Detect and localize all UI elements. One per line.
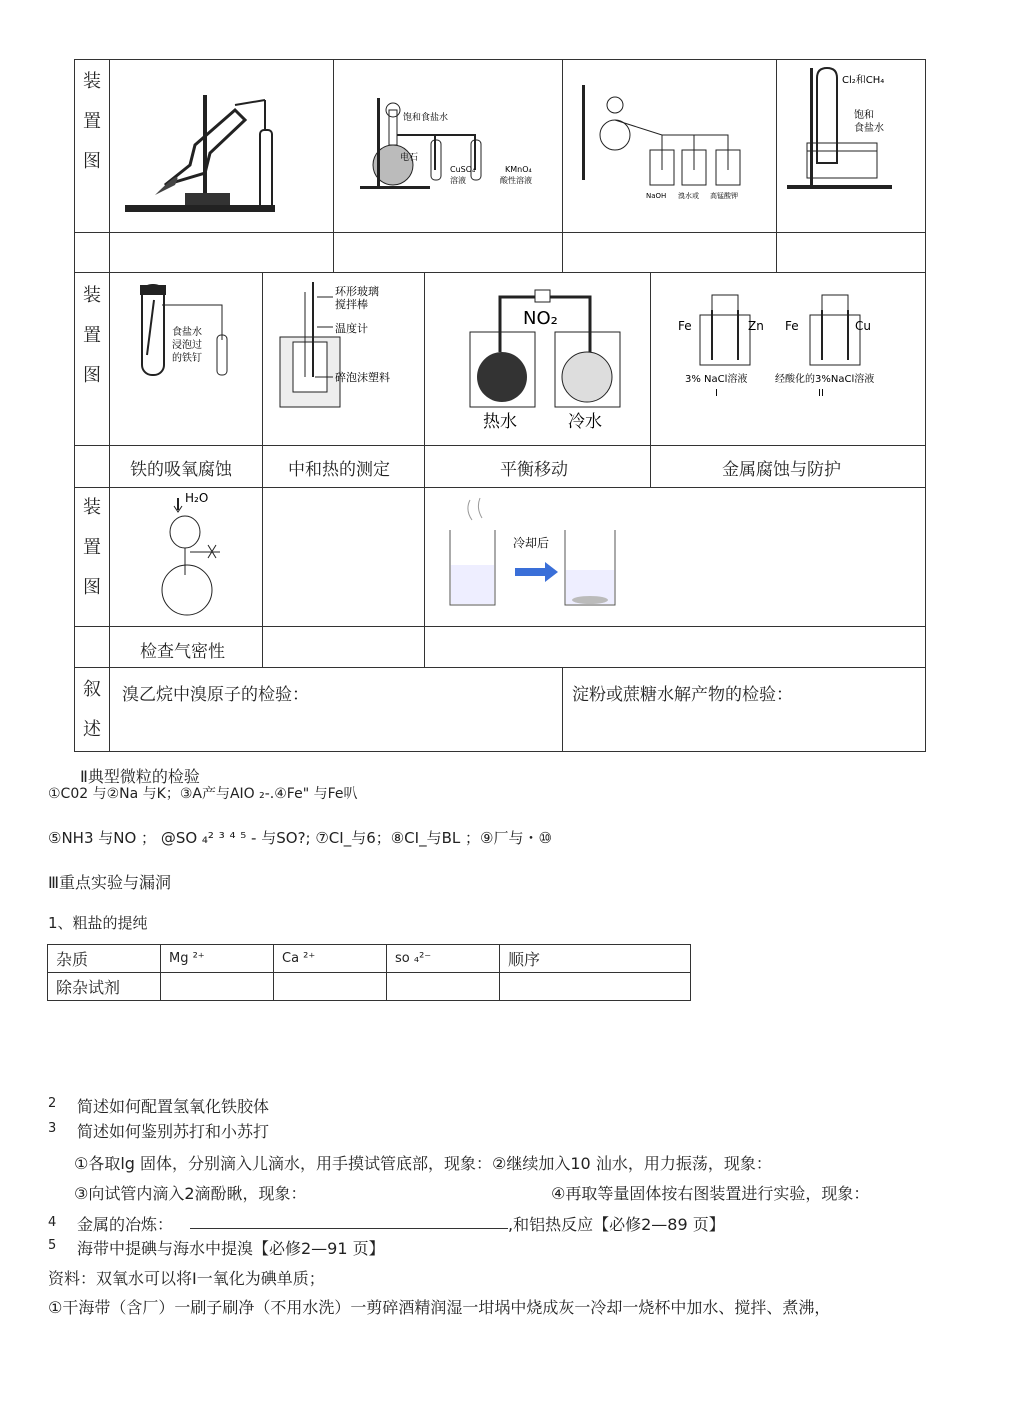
svg-text:碎泡沫塑料: 碎泡沫塑料 bbox=[335, 371, 390, 384]
salt-purification-table bbox=[47, 944, 691, 1001]
svg-text:Cl₂和CH₄: Cl₂和CH₄ bbox=[842, 75, 885, 86]
table-cell: 顺序 bbox=[500, 945, 691, 973]
distillation-apparatus-figure bbox=[115, 85, 325, 220]
table-cell: Mg ²⁺ bbox=[161, 945, 274, 973]
item2-number: 2 bbox=[48, 1096, 57, 1111]
svg-text:3% NaCl溶液: 3% NaCl溶液 bbox=[685, 374, 748, 385]
table-row bbox=[48, 973, 691, 1001]
table-cell bbox=[274, 973, 387, 1001]
table-cell bbox=[161, 973, 274, 1001]
narrate-bromoethane: 溴乙烷中溴原子的检验： bbox=[122, 685, 309, 705]
row3-device-label: 装 置 图 bbox=[83, 497, 101, 598]
airtightness-check-figure bbox=[150, 490, 250, 620]
section2-title: Ⅱ典型微粒的检验 bbox=[80, 767, 200, 786]
svg-text:热水: 热水 bbox=[483, 412, 517, 432]
kelp-procedure-step1: ①干海带（含厂）一刷子刷净（不用水洗）一剪碎酒精润湿一坩埚中烧成灰一冷却一烧杯中加水、搅拌、煮沸， bbox=[48, 1298, 831, 1317]
svg-text:KMnO₄: KMnO₄ bbox=[505, 165, 532, 174]
svg-text:食盐水: 食盐水 bbox=[172, 327, 202, 338]
calorimeter-figure bbox=[275, 277, 420, 412]
svg-text:经酸化的3%NaCl溶液: 经酸化的3%NaCl溶液 bbox=[775, 374, 875, 385]
caption-equilibrium-shift: 平衡移动 bbox=[500, 460, 568, 480]
svg-text:饱和: 饱和 bbox=[854, 110, 874, 121]
no2-equilibrium-figure bbox=[465, 282, 625, 432]
svg-text:I: I bbox=[715, 388, 718, 399]
caption-neutralization-heat: 中和热的测定 bbox=[288, 460, 390, 480]
table-cell: so ₄²⁻ bbox=[387, 945, 500, 973]
item3-step-c: ④再取等量固体按右图装置进行实验，现象： bbox=[551, 1184, 870, 1203]
svg-text:饱和食盐水: 饱和食盐水 bbox=[403, 113, 449, 123]
svg-text:温度计: 温度计 bbox=[335, 322, 368, 335]
svg-text:Fe: Fe bbox=[785, 319, 799, 333]
table-cell: Ca ²⁺ bbox=[274, 945, 387, 973]
section2-line2: ⑤NH3 与NO ； @SO ₄² ³ ⁴ ⁵ - 与SO?; ⑦CI_与6；⑧CI_与BL ；⑨厂与・⑩ bbox=[48, 829, 552, 847]
svg-text:冷却后: 冷却后 bbox=[513, 536, 550, 550]
svg-text:II: II bbox=[818, 388, 824, 399]
svg-text:溶液: 溶液 bbox=[450, 176, 466, 185]
table-cell bbox=[500, 973, 691, 1001]
svg-text:NaOH: NaOH bbox=[646, 192, 667, 200]
svg-text:食盐水: 食盐水 bbox=[854, 123, 884, 134]
item5-iodine-bromine: 海带中提碘与海水中提溴【必修2—91 页】 bbox=[77, 1239, 385, 1258]
item3-step-b: ③向试管内滴入2滴酚瞅，现象： bbox=[74, 1184, 307, 1203]
item4-blank-line bbox=[190, 1228, 508, 1229]
table-cell: 除杂试剂 bbox=[48, 973, 161, 1001]
gas-washing-bottles-figure bbox=[570, 75, 770, 210]
item1-salt-purification: 1、粗盐的提纯 bbox=[48, 914, 148, 932]
narrate-starch-hydrolysis: 淀粉或蔗糖水解产物的检验： bbox=[572, 685, 793, 705]
caption-iron-corrosion: 铁的吸氧腐蚀 bbox=[130, 460, 232, 480]
item4-thermite: ,和铝热反应【必修2—89 页】 bbox=[508, 1215, 725, 1234]
svg-text:Fe: Fe bbox=[678, 319, 692, 333]
methane-chlorination-figure bbox=[782, 63, 922, 198]
item5-number: 5 bbox=[48, 1238, 57, 1253]
item3-number: 3 bbox=[48, 1121, 57, 1136]
row2-device-label: 装 置 图 bbox=[83, 285, 101, 386]
cooling-beakers-figure bbox=[440, 490, 640, 620]
acetylene-generation-figure bbox=[355, 90, 555, 200]
svg-text:H₂O: H₂O bbox=[185, 491, 209, 505]
caption-metal-corrosion: 金属腐蚀与防护 bbox=[722, 460, 841, 480]
table-row bbox=[48, 945, 691, 973]
svg-text:NO₂: NO₂ bbox=[523, 308, 558, 329]
item3-step-a: ①各取lg 固体，分别滴入儿滴水，用手摸试管底部，现象：②继续加入10 汕水，用力振荡，现象： bbox=[74, 1154, 772, 1173]
caption-airtightness: 检查气密性 bbox=[140, 642, 225, 662]
hydrogen-peroxide-note: 资料：双氧水可以将I一氧化为碘单质； bbox=[48, 1269, 325, 1288]
section3-title: Ⅲ重点实验与漏洞 bbox=[48, 873, 172, 892]
item4-metal-smelting: 金属的冶炼： bbox=[77, 1215, 174, 1234]
svg-text:搅拌棒: 搅拌棒 bbox=[335, 298, 368, 311]
item3-soda: 简述如何鉴别苏打和小苏打 bbox=[77, 1122, 270, 1141]
svg-text:CuSO₄: CuSO₄ bbox=[450, 165, 476, 174]
svg-text:的铁钉: 的铁钉 bbox=[172, 353, 202, 364]
section2-line1: ①C02 与②Na 与K；③A产与AIO ₂-.④Fe" 与Fe叭 bbox=[48, 786, 358, 802]
narrate-label: 叙 述 bbox=[83, 679, 101, 740]
item2-colloid: 简述如何配置氢氧化铁胶体 bbox=[77, 1097, 270, 1116]
row1-device-label: 装 置 图 bbox=[83, 71, 101, 172]
svg-text:Zn: Zn bbox=[748, 319, 764, 333]
svg-text:浸泡过: 浸泡过 bbox=[172, 340, 202, 351]
corrosion-protection-figure bbox=[670, 290, 910, 400]
svg-text:冷水: 冷水 bbox=[568, 412, 602, 432]
table-cell bbox=[387, 973, 500, 1001]
svg-text:Cu: Cu bbox=[855, 319, 871, 333]
svg-text:环形玻璃: 环形玻璃 bbox=[335, 285, 379, 298]
item4-number: 4 bbox=[48, 1215, 57, 1230]
svg-text:溴水或: 溴水或 bbox=[678, 192, 699, 200]
svg-text:电石: 电石 bbox=[400, 153, 419, 163]
table-cell: 杂质 bbox=[48, 945, 161, 973]
iron-corrosion-figure bbox=[132, 280, 252, 380]
svg-text:高锰酸钾: 高锰酸钾 bbox=[710, 192, 738, 200]
svg-text:酸性溶液: 酸性溶液 bbox=[500, 176, 532, 185]
